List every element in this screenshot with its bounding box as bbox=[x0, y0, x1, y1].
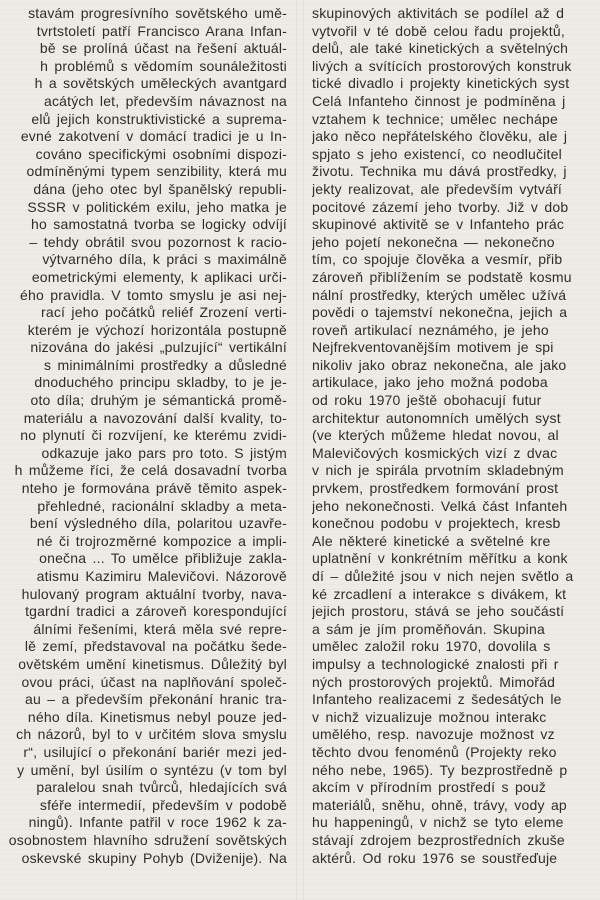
text-column-left bbox=[0, 5, 287, 867]
text-line: pocitové zázemí jeho tvorby. Již v dob bbox=[312, 198, 569, 215]
text-line: r“, usilující o překonání bariér mezi jed- bbox=[23, 743, 287, 760]
text-line: uplatnění v konkrétním měřítku a konk bbox=[312, 550, 568, 567]
text-line: SSSR v politickém exilu, jeho matka je bbox=[27, 198, 287, 215]
text-line: dí – důležité jsou v nich nejen světlo a bbox=[312, 568, 574, 584]
text-line: jeho pojetí nekonečna — nekonečno bbox=[312, 233, 555, 250]
text-line: vytvořil v té době celou řadu projektů, bbox=[312, 22, 565, 39]
text-line: paralelou snah tvůrců, hledajících svá bbox=[36, 779, 287, 796]
text-line: a sám je jím proměňován. Skupina bbox=[312, 620, 545, 637]
text-line: delů, ale také kinetických a světelných bbox=[312, 40, 569, 57]
text-line: dnoduchého principu skladby, to je je- bbox=[34, 374, 287, 391]
text-line: ningů). Infante patřil v roce 1962 k za- bbox=[28, 814, 287, 831]
text-line: materiálů, sněhu, ohně, trávy, vody ap bbox=[312, 796, 567, 813]
text-line: livých a svítících prostorových konstruk bbox=[312, 57, 572, 74]
text-line: bení výsledného díla, polaritou uzavře- bbox=[29, 515, 287, 532]
text-line: (ve kterých můžeme hledat novou, al bbox=[312, 427, 559, 444]
text-line: životu. Technika mu dává prostředky, j bbox=[312, 163, 567, 180]
text-line: nikoliv jako obraz nekonečna, ale jako bbox=[312, 356, 567, 373]
text-line: Infanteho realizacemi z šedesátých le bbox=[312, 691, 562, 708]
text-line: konečnou podobu v projektech, kresb bbox=[312, 515, 561, 532]
text-line: architektur autonomních umělých syst bbox=[312, 409, 561, 426]
text-line: spjato s jeho existencí, co neodlučitel bbox=[312, 145, 562, 162]
text-line: nální prostředky, kterých umělec užívá bbox=[312, 286, 567, 303]
text-line: elů jejich konstruktivistické a suprema- bbox=[31, 110, 287, 127]
text-line: hu happeningů, v nichž se tyto eleme bbox=[312, 814, 564, 831]
text-line: bě se prolíná účast na řešení aktuál- bbox=[39, 40, 287, 57]
text-line: ného nebe, 1965). Ty bezprostředně p bbox=[312, 761, 568, 778]
text-line: roveň artikulací neznámého, je jeho bbox=[312, 321, 549, 338]
text-line: zároveň přiblížením se podstatě kosmu bbox=[312, 268, 572, 285]
text-line: ého pravidla. V tomto smyslu je asi nej- bbox=[20, 286, 287, 303]
text-line: onečna ... To umělce přibližuje zakla- bbox=[39, 550, 287, 567]
text-line: oto díla; druhým je sémantická promě- bbox=[30, 392, 287, 409]
text-line: sféře intermedií, především v podobě bbox=[39, 796, 287, 813]
text-line: prvkem, prostředkem formování prost bbox=[312, 480, 559, 497]
text-line: lě zemí, představoval na počátku šede- bbox=[24, 638, 287, 655]
text-line: odmíněnými typem senzibility, která mu bbox=[26, 163, 287, 180]
text-line: skupinové aktivitě se v Infanteho prác bbox=[312, 216, 565, 233]
text-line: stavám progresívního sovětského umě- bbox=[28, 5, 287, 21]
text-line: tvrtstoletí patří Francisco Arana Infan- bbox=[36, 22, 287, 39]
text-line: jejich prostoru, stává se jeho součástí bbox=[312, 603, 565, 620]
text-line: acátých let, především návaznost na bbox=[43, 92, 287, 109]
text-line: né či trojrozměrné kompozice a impli- bbox=[36, 532, 287, 549]
text-line: Malevičových kosmických vizí z dvac bbox=[312, 444, 558, 461]
text-line: no plynutí či rozvíjení, ke kterému zvidi- bbox=[20, 427, 287, 444]
text-line: h a sovětských uměleckých avantgard bbox=[34, 75, 287, 92]
text-line: umělého, resp. navozuje možnost vz bbox=[312, 726, 555, 743]
text-line: ké zrcadlení a interakce s divákem, kt bbox=[312, 585, 567, 602]
text-line: stávají zdrojem bezprostředních zkuše bbox=[312, 831, 565, 848]
text-line: artikulace, jako jeho možná podoba bbox=[312, 374, 548, 391]
text-line: h problémů s vědomím sounáležitosti bbox=[40, 57, 287, 74]
text-line: au – a především překonání hranic tra- bbox=[24, 691, 287, 708]
text-line: álními řešeními, která měla své repre- bbox=[33, 620, 287, 637]
text-line: ho samostatná tvorba se logicky odvíjí bbox=[31, 216, 287, 233]
text-line: aktérů. Od roku 1976 se soustřeďuje bbox=[312, 849, 558, 866]
text-line: těchto dvou fenoménů (Projekty reko bbox=[312, 743, 557, 760]
gutter-scan-streak bbox=[303, 0, 304, 900]
text-line: materiálu a navozování další kvality, to- bbox=[23, 409, 287, 426]
text-line: hulovaný program aktuální tvorby, nava- bbox=[21, 585, 287, 602]
text-line: osobnostem hlavního sdružení sovětských bbox=[8, 831, 287, 848]
text-line: výtvarného díla, k práci s maximálně bbox=[42, 251, 287, 268]
text-line: odkazuje jako pars pro toto. S jistým bbox=[41, 444, 287, 461]
text-line: Celá Infanteho činnost je podmíněna j bbox=[312, 92, 566, 109]
text-line: nteho je formována právě těmito aspek- bbox=[21, 480, 287, 497]
text-line: umělec založil roku 1970, dovolila s bbox=[312, 638, 551, 655]
text-line: ného díla. Kinetismus nebyl pouze jed- bbox=[27, 708, 287, 725]
text-line: jeho nekonečnosti. Velká část Infanteh bbox=[312, 497, 568, 514]
text-line: ných prostorových projektů. Mimořád bbox=[312, 673, 556, 690]
text-line: vztahem k technice; umělec nechápe bbox=[312, 110, 558, 127]
text-line: jekty realizovat, ale především vytváří bbox=[312, 180, 563, 197]
text-line: Nejfrekventovanějším motivem je spi bbox=[312, 339, 554, 356]
text-column-right bbox=[312, 5, 600, 867]
text-line: ch názorů, byl to v určitém slova smyslu bbox=[16, 726, 287, 743]
text-line: akcím v přírodním prostředí s použ bbox=[312, 779, 547, 796]
text-line: oskevské skupiny Pohyb (Dviženije). Na bbox=[21, 849, 287, 866]
text-line: přehledné, racionální skladby a meta- bbox=[37, 497, 287, 514]
text-line: v nichž vizualizuje možnou interakc bbox=[312, 708, 547, 725]
text-line: s minimálními prostředky a důsledné bbox=[43, 356, 287, 373]
gutter-scan-streak bbox=[296, 0, 297, 900]
text-line: jako něco nepřátelského člověku, ale j bbox=[312, 128, 568, 145]
text-line: tím, co spojuje člověka a vesmír, přib bbox=[312, 251, 563, 268]
text-line: skupinových aktivitách se podílel až d bbox=[312, 5, 565, 21]
text-line: kterém je výchozí horizontála postupně bbox=[27, 321, 287, 338]
text-line: povědi o tajemství nekonečna, jejich a bbox=[312, 304, 568, 321]
text-line: atismu Kazimiru Malevičovi. Názorově bbox=[36, 568, 287, 584]
text-line: ovětském umění kinetismus. Důležitý byl bbox=[18, 655, 287, 672]
text-line: impulsy a technologické znalosti při r bbox=[312, 655, 559, 672]
text-line: nizována do jakési „pulzující“ vertikální bbox=[30, 339, 287, 356]
text-line: tgardní tradici a zároveň korespondující bbox=[25, 603, 287, 620]
text-line: evné zakotvení v domácí tradici je u In- bbox=[20, 128, 287, 145]
text-line: od roku 1970 ještě obohacují futur bbox=[312, 392, 542, 409]
text-line: – tehdy obrátil svou pozornost k racio- bbox=[29, 233, 287, 250]
text-line: y umění, byl úsilím o syntézu (v tom byl bbox=[17, 761, 287, 778]
text-line: tické divadlo i projekty kinetických syst bbox=[312, 75, 570, 92]
text-line: h můžeme říci, že celá dosavadní tvorba bbox=[14, 462, 287, 479]
text-line: eometrickými elementy, k aplikaci urči- bbox=[31, 268, 287, 285]
text-line: rací jeho počátků reliéf Zrození verti- bbox=[40, 304, 287, 321]
text-line: Ale některé kinetické a světelné kre bbox=[312, 532, 551, 549]
text-line: v nich je spirála prvotním skladebným bbox=[312, 462, 564, 479]
text-line: cováno specifickými osobními dispozi- bbox=[35, 145, 287, 162]
text-line: dána (jeho otec byl španělský republi- bbox=[33, 180, 287, 197]
text-line: ovou práci, účast na naplňování společ- bbox=[21, 673, 287, 690]
